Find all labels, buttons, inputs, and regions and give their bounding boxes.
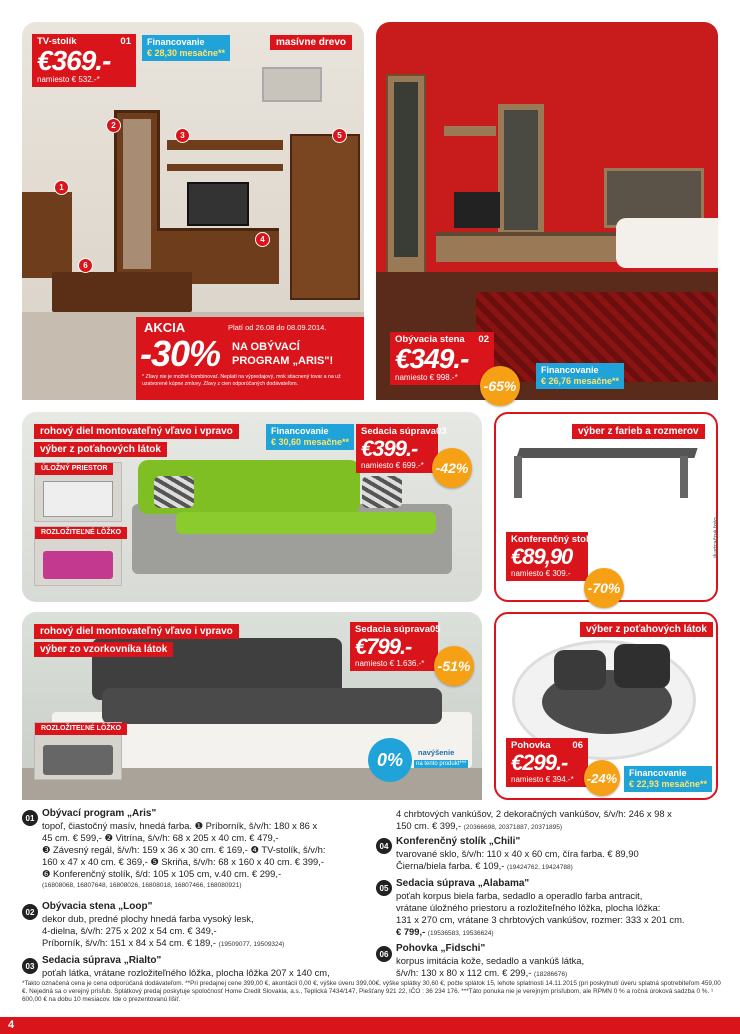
storage-thumb [34, 462, 122, 522]
fabric-tag: výber z poťahových látok [34, 442, 167, 457]
panel-chili [494, 412, 718, 602]
product-number: 04 [596, 534, 608, 545]
zero-note: na tento produkt*** [416, 761, 467, 767]
wall-decor [262, 67, 322, 102]
bed-label: ROZLOŽITEĽNÉ LÔŽKO [35, 527, 127, 539]
fabric-tag: výber z poťahových látok [580, 622, 713, 637]
loop-sofa [616, 218, 718, 268]
sideboard-image [22, 192, 72, 278]
discount-badge: -24% [584, 760, 620, 796]
marker-4: 4 [255, 232, 270, 247]
marker-3: 3 [175, 128, 190, 143]
was-price: namiesto € 1.636.-* [355, 659, 425, 668]
loop-wall-left [386, 74, 426, 274]
discount-badge: -42% [432, 448, 472, 488]
desc-number: 02 [22, 904, 38, 920]
price: €349.- [395, 343, 469, 374]
side-caption: ilustračné foto [712, 517, 720, 558]
was-price: namiesto € 699.-* [361, 461, 424, 470]
financing-badge: Financovanie € 22,93 mesačne** [624, 766, 712, 792]
price-box-chili [506, 532, 608, 581]
rialto-sofa-seat [176, 512, 436, 534]
desc-loop: Obývacia stena „Loop" dekor dub, predné plochy hnedá farba vysoký lesk, 4-dielna, š/v/h: 275 x 202 x 54 cm. € 349,- Príborník, š/v/h: 151 x 84 x 54 cm. € 189,- (19509077, 19509324) [42, 901, 285, 948]
price-box-tv [32, 34, 136, 87]
wardrobe-image [290, 134, 360, 300]
corner-tag: rohový diel montovateľný vľavo i vpravo [34, 424, 239, 439]
akcia-valid: Platí od 26.08 do 08.09.2014. [228, 323, 327, 332]
marker-1: 1 [54, 180, 69, 195]
corner-tag: rohový diel montovateľný vľavo i vpravo [34, 624, 239, 639]
product-label: Konferenčný stolík [511, 534, 597, 545]
product-number: 03 [436, 426, 447, 437]
was-price: namiesto € 998.-* [395, 373, 458, 382]
zero-percent-badge: 0% [368, 738, 412, 782]
page-number: 4 [8, 1019, 15, 1031]
discount-badge: -65% [480, 366, 520, 406]
desc-fidschi: Pohovka „Fidschi" korpus imitácia kože, sedadlo a vankúš látka, š/v/h: 130 x 80 x 112 cm. € 299,- (18286676) [396, 943, 585, 978]
marker-5: 5 [332, 128, 347, 143]
fidschi-pillow [554, 650, 606, 690]
page-footer-bar [0, 1017, 740, 1034]
discount-badge: -70% [584, 568, 624, 608]
desc-rialto-a: Sedacia súprava „Rialto" poťah látka, vrátane rozložiteľného lôžka, plocha lôžka 207 x 140 cm, [42, 955, 330, 978]
desc-number: 05 [376, 880, 392, 896]
product-number: 06 [572, 740, 583, 751]
tv-image [187, 182, 249, 226]
akcia-line1: NA OBÝVACÍ [232, 341, 300, 353]
color-size-tag: výber z farieb a rozmerov [572, 424, 705, 439]
desc-aris: Obývací program „Aris" topoľ, čiastočný masív, hnedá farba. ❶ Príborník, š/v/h: 180 x 86 x 45 cm. € 599,- ❷ Vitrína, š/v/h: 68 x 205 x 40 cm. € 479,- ❸ Závesný regál, š/v/h: 159 x 36 x 30 cm. € 169,- ❹ TV-stolík, š/v/h: 160 x 47 x 40 cm. € 369,- ❺ Skriňa, š/v/h: 68 x 160 x 40 cm. € 399,- ❻ Konferenčný stolík, š/d: 105 x 105 cm, v.40 cm. € 299,- (16808068, 16807648, 16808026, 16808018, 16807466, 168080921) [42, 808, 326, 889]
glass-table-leg-right [680, 456, 688, 498]
price-box-alabama [350, 622, 441, 671]
price: €399.- [361, 436, 418, 461]
desc-number: 04 [376, 838, 392, 854]
storage-label: ÚLOŽNÝ PRIESTOR [35, 463, 113, 475]
product-label: Sedacia súprava [355, 624, 430, 635]
loop-vitrine [498, 104, 544, 244]
bed-label: ROZLOŽITEĽNÉ LÔŽKO [35, 723, 127, 735]
footnote: *Takto označená cena je cena odporúčaná dodávateľom. **Pri predajnej cene 399,00 €, akontácii 0,00 €, výške úveru 399,00€, výške splátky 30,60 €, počte splátok 15, lehote splatnosti 14.11.2015 (pri poskytnutí úveru splatná spotrebiteľom 459,00 €. Nejedná sa o verejný prísľub. Splátkový predaj poskytuje spoločnosť Home Credit Slovakia, a.s., Teplická 7434/147, Piešťany 921 22, IČO : 36 234 176. ***Táto ponuka nie je verejným prísľubom, ale RPMN 0 % a ročná úroková sadzba 0 %. ¹ 600,00 € na dobu 10 mesiacov. Ide o prezentovanú lišiť. [22, 980, 721, 1003]
financing-badge: Financovanie € 30,60 mesačne** [266, 424, 354, 450]
panel-aris [22, 22, 364, 400]
desc-chili: Konferenčný stolík „Chili" tvarované sklo, š/v/h: 110 x 40 x 60 cm, číra farba. € 89,90 Čierna/biela farba. € 109,- (19424762, 19424788) [396, 836, 639, 871]
akcia-percent: -30% [140, 333, 221, 374]
product-label: Pohovka [511, 740, 551, 751]
price-box-rialto [356, 424, 447, 473]
panel-loop [376, 22, 718, 400]
akcia-title: AKCIA [144, 320, 186, 335]
price-box-loop [390, 332, 494, 385]
rialto-pillow [362, 476, 402, 508]
material-tag: masívne drevo [270, 35, 352, 50]
akcia-line2: PROGRAM „ARIS"! [232, 355, 334, 367]
marker-2: 2 [106, 118, 121, 133]
alabama-sofa-seat [102, 688, 442, 724]
was-price: namiesto € 309.- [511, 569, 571, 578]
coffee-table-image [52, 272, 192, 312]
desc-alabama: Sedacia súprava „Alabama" poťah korpus biela farba, sedadlo a operadlo farba antracit, vrátane úložného priestoru a rozložiteľného lôžka, plocha lôžka: 131 x 270 cm, vrátane 3 chrbtových vankúšov, rozmer: 333 x 201 cm. € 799,- (19536583, 19536624) [396, 878, 685, 937]
price: €369.- [37, 45, 111, 76]
product-number: 01 [120, 36, 131, 47]
discount-badge: -51% [434, 646, 474, 686]
price-box-fidschi [506, 738, 588, 787]
desc-number: 03 [22, 958, 38, 974]
product-label: Sedacia súprava [361, 426, 436, 437]
fidschi-pillow [614, 644, 670, 688]
product-number: 05 [430, 624, 441, 635]
sample-tag: výber zo vzorkovníka látok [34, 642, 173, 657]
financing-badge: Financovanie € 28,30 mesačne** [142, 35, 230, 61]
product-number: 02 [478, 334, 489, 345]
panel-rialto [22, 412, 482, 602]
panel-alabama [22, 612, 482, 800]
panel-fidschi [494, 612, 718, 800]
product-label: TV-stolík [37, 36, 77, 47]
akcia-note: * Zľavy nie je možné kombinovať. Neplatí na výpredajový, mnk stiacnený tovar a na už uzatvorené kúpne zmluvy. Zľavy z cien odporúčaných dodávateľom. [142, 374, 341, 387]
glass-table-top [516, 448, 697, 458]
desc-rialto-b: 4 chrbtových vankúšov, 2 dekoračných vankúšov, š/v/h: 246 x 98 x 150 cm. € 399,- (20366698, 20371887, 20371895) [396, 808, 672, 831]
loop-tv [454, 192, 500, 228]
desc-number: 06 [376, 946, 392, 962]
zero-label: navýšenie [418, 748, 455, 757]
akcia-banner [136, 317, 364, 400]
rialto-pillow [154, 476, 194, 508]
loop-wall-mid [444, 126, 496, 136]
price: €799.- [355, 634, 412, 659]
bed-thumb [34, 526, 122, 586]
desc-number: 01 [22, 810, 38, 826]
product-label: Obývacia stena [395, 334, 465, 345]
was-price: namiesto € 532.-* [37, 75, 100, 84]
loop-lowboard [436, 232, 616, 262]
bed-thumb [34, 722, 122, 780]
was-price: namiesto € 394.-* [511, 775, 574, 784]
price: €89,90 [511, 544, 573, 569]
marker-6: 6 [78, 258, 93, 273]
financing-badge: Financovanie € 26,76 mesačne** [536, 363, 624, 389]
glass-table-leg-left [514, 456, 522, 498]
price: €299.- [511, 750, 568, 775]
wall-shelf-image [167, 164, 283, 171]
